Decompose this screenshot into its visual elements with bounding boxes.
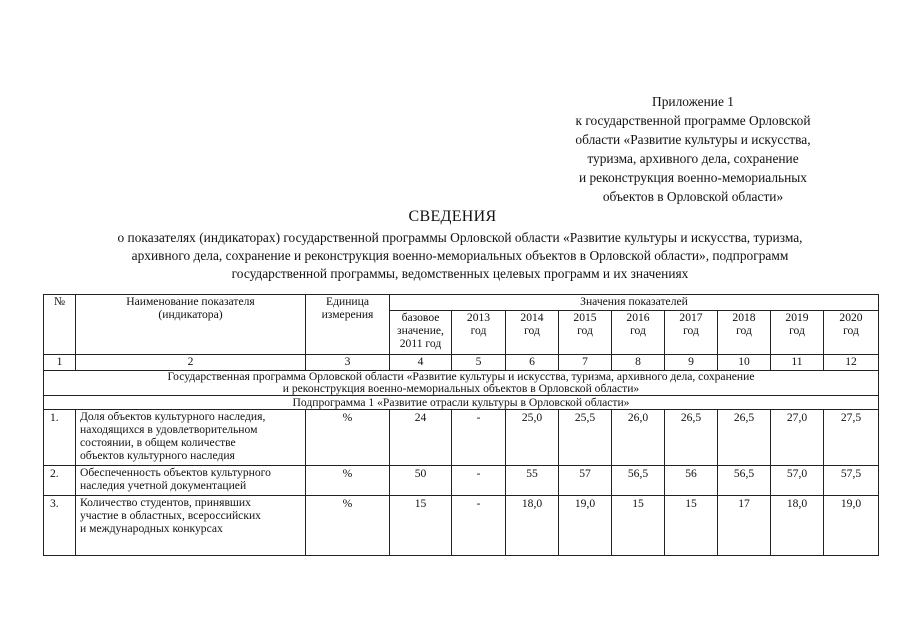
header-unit-line: Единица <box>326 295 369 308</box>
row-name-line: состоянии, в общем количестве <box>80 436 236 449</box>
row-number: 2. <box>44 466 76 496</box>
row-value: 26,5 <box>665 410 718 466</box>
header-year <box>559 311 612 355</box>
appendix-line: и реконструкция военно-мемориальных <box>578 170 808 185</box>
row-value: 26,5 <box>718 410 771 466</box>
header-year-number: 2015 <box>573 311 597 324</box>
row-value: 50 <box>390 466 452 496</box>
header-name-line: Наименование показателя <box>126 295 255 308</box>
header-unit-line: измерения <box>321 308 374 321</box>
row-unit: % <box>306 466 390 496</box>
row-value: 57 <box>559 466 612 496</box>
appendix-line: области «Развитие культуры и искусства, <box>575 132 811 147</box>
header-unit <box>306 295 390 355</box>
header-year-word: год <box>843 324 859 337</box>
row-name-line: Количество студентов, принявших <box>80 496 251 509</box>
header-year-number: 2018 <box>732 311 756 324</box>
row-value: 55 <box>506 466 559 496</box>
header-base <box>390 311 452 355</box>
appendix-line: туризма, архивного дела, сохранение <box>587 151 799 166</box>
row-name-line: объектов культурного наследия <box>80 449 235 462</box>
table-row <box>44 496 879 556</box>
column-number: 7 <box>559 355 612 371</box>
appendix-line: объектов в Орловской области» <box>602 189 784 204</box>
document-subtitle <box>60 229 860 283</box>
program-title-line: Государственная программа Орловской области «Развитие культуры и искусства, туризма, архивного дела, сохранение <box>167 370 755 383</box>
column-number: 1 <box>44 355 76 371</box>
appendix-note <box>548 92 838 206</box>
header-name <box>76 295 306 355</box>
column-number: 4 <box>390 355 452 371</box>
row-value: 56,5 <box>718 466 771 496</box>
appendix-line: к государственной программе Орловской <box>575 113 811 128</box>
row-name <box>76 410 306 466</box>
row-name-line: Доля объектов культурного наследия, <box>80 410 266 423</box>
header-year-word: год <box>577 324 593 337</box>
row-value: 24 <box>390 410 452 466</box>
appendix-line: Приложение 1 <box>652 94 734 109</box>
header-year-word: год <box>524 324 540 337</box>
row-value: 17 <box>718 496 771 556</box>
subtitle-line: архивного дела, сохранение и реконструкция военно-мемориальных объектов в Орловской области», подпрограмм <box>131 248 789 263</box>
row-name-line: Обеспеченность объектов культурного <box>80 466 271 479</box>
row-number: 3. <box>44 496 76 556</box>
subprogram-title: Подпрограмма 1 «Развитие отрасли культуры в Орловской области» <box>44 396 879 410</box>
row-value: - <box>452 410 506 466</box>
row-value: 19,0 <box>824 496 879 556</box>
row-unit: % <box>306 496 390 556</box>
row-value: 15 <box>665 496 718 556</box>
subtitle-line: государственной программы, ведомственных целевых программ и их значениях <box>231 266 689 281</box>
row-value: 57,5 <box>824 466 879 496</box>
header-base-line: значение, <box>397 324 444 337</box>
document-title: СВЕДЕНИЯ <box>408 208 497 225</box>
header-year-word: год <box>736 324 752 337</box>
table-row <box>44 410 879 466</box>
column-number: 2 <box>76 355 306 371</box>
indicators-table <box>43 294 879 556</box>
header-year <box>612 311 665 355</box>
row-value: - <box>452 466 506 496</box>
column-number: 10 <box>718 355 771 371</box>
header-year <box>665 311 718 355</box>
row-value: 57,0 <box>771 466 824 496</box>
column-number: 5 <box>452 355 506 371</box>
table-row <box>44 466 879 496</box>
row-value: 15 <box>390 496 452 556</box>
program-title-line: и реконструкция военно-мемориальных объектов в Орловской области» <box>282 382 640 395</box>
column-number: 12 <box>824 355 879 371</box>
row-name-line: находящихся в удовлетворительном <box>80 423 258 436</box>
header-values-group: Значения показателей <box>390 295 879 311</box>
row-name <box>76 496 306 556</box>
row-value: 18,0 <box>771 496 824 556</box>
header-year <box>718 311 771 355</box>
column-number: 3 <box>306 355 390 371</box>
row-name-line: и международных конкурсах <box>80 522 223 535</box>
header-year-number: 2019 <box>785 311 809 324</box>
header-year-number: 2013 <box>466 311 491 324</box>
header-year-word: год <box>470 324 487 337</box>
header-year-word: год <box>630 324 646 337</box>
header-year <box>506 311 559 355</box>
row-name-line: участие в областных, всероссийских <box>80 509 261 522</box>
column-number: 11 <box>771 355 824 371</box>
column-number: 6 <box>506 355 559 371</box>
header-year <box>771 311 824 355</box>
header-year-number: 2016 <box>626 311 650 324</box>
row-value: - <box>452 496 506 556</box>
row-value: 19,0 <box>559 496 612 556</box>
header-base-line: 2011 год <box>399 337 442 350</box>
row-name <box>76 466 306 496</box>
row-value: 27,0 <box>771 410 824 466</box>
header-year-number: 2014 <box>520 311 544 324</box>
subtitle-line: о показателях (индикаторах) государственной программы Орловской области «Развитие культуры и искусства, туризма, <box>117 230 803 245</box>
header-num: № <box>44 295 76 355</box>
header-name-line: (индикатора) <box>158 308 223 321</box>
column-number: 9 <box>665 355 718 371</box>
row-value: 25,5 <box>559 410 612 466</box>
header-year <box>824 311 879 355</box>
row-value: 15 <box>612 496 665 556</box>
row-name-line: наследия учетной документацией <box>80 479 247 492</box>
header-base-line: базовое <box>401 311 440 324</box>
row-value: 56,5 <box>612 466 665 496</box>
row-value: 26,0 <box>612 410 665 466</box>
row-value: 18,0 <box>506 496 559 556</box>
row-value: 27,5 <box>824 410 879 466</box>
header-year-word: год <box>789 324 805 337</box>
row-unit: % <box>306 410 390 466</box>
program-title <box>44 371 879 396</box>
row-number: 1. <box>44 410 76 466</box>
row-value: 56 <box>665 466 718 496</box>
column-number: 8 <box>612 355 665 371</box>
row-value: 25,0 <box>506 410 559 466</box>
header-year-number: 2020 <box>839 311 863 324</box>
header-year-word: год <box>683 324 699 337</box>
header-year <box>452 311 506 355</box>
header-year-number: 2017 <box>679 311 703 324</box>
